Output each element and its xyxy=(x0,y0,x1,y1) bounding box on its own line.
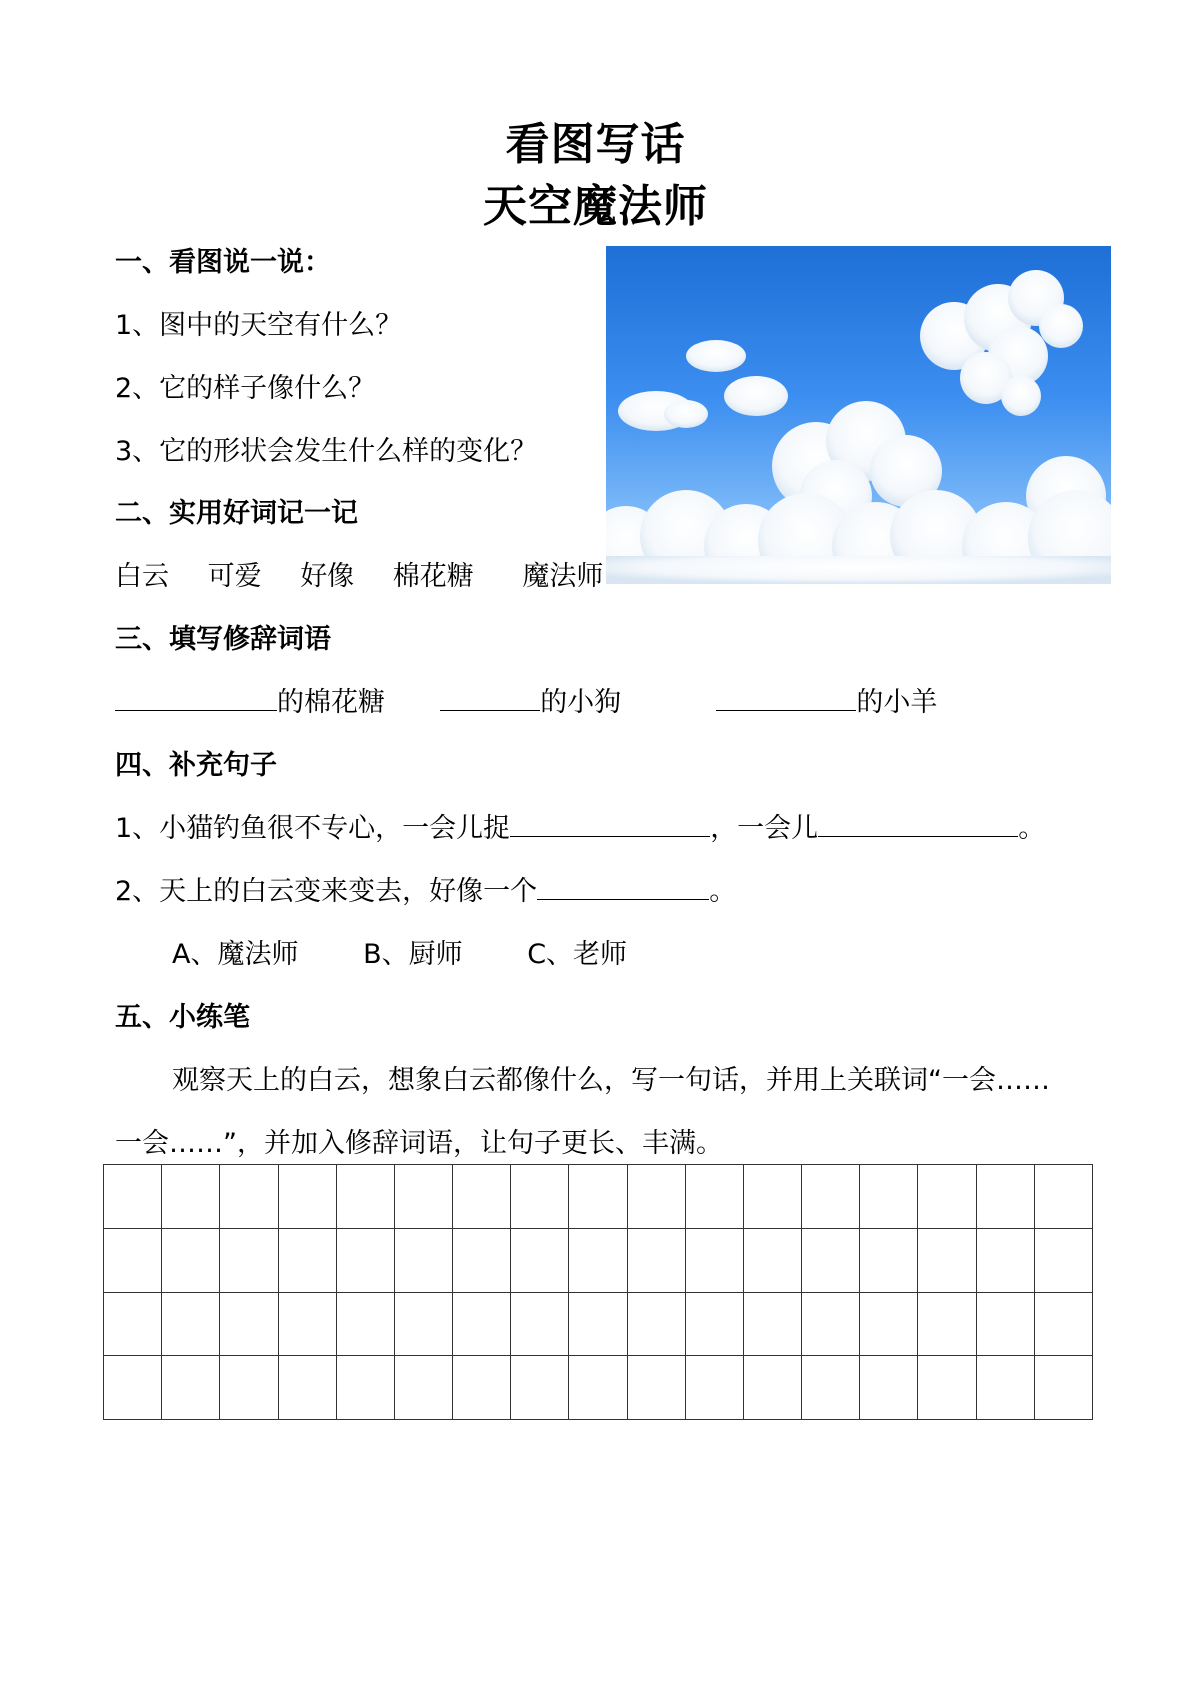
grid-cell[interactable] xyxy=(976,1292,1034,1356)
word-item: 魔法师 xyxy=(522,561,604,592)
grid-cell[interactable] xyxy=(278,1356,336,1420)
word-item: 可爱 xyxy=(207,561,262,592)
grid-cell[interactable] xyxy=(569,1292,627,1356)
option-b[interactable]: B、厨师 xyxy=(363,939,463,970)
grid-cell[interactable] xyxy=(394,1292,452,1356)
question-3: 3、它的形状会发生什么样的变化？ xyxy=(115,436,538,467)
answer-blank[interactable] xyxy=(115,684,277,711)
grid-cell[interactable] xyxy=(1034,1228,1092,1292)
grid-cell[interactable] xyxy=(336,1165,394,1229)
grid-cell[interactable] xyxy=(685,1165,743,1229)
sentence-1-part: ，一会儿 xyxy=(710,813,819,844)
section1-heading: 一、看图说一说： xyxy=(115,247,331,278)
answer-blank[interactable] xyxy=(716,684,856,711)
grid-cell[interactable] xyxy=(278,1228,336,1292)
grid-cell[interactable] xyxy=(1034,1165,1092,1229)
grid-cell[interactable] xyxy=(802,1356,860,1420)
grid-cell[interactable] xyxy=(1034,1292,1092,1356)
grid-cell[interactable] xyxy=(685,1292,743,1356)
grid-row xyxy=(104,1292,1093,1356)
section5-heading: 五、小练笔 xyxy=(115,1002,250,1033)
grid-cell[interactable] xyxy=(569,1356,627,1420)
grid-cell[interactable] xyxy=(569,1165,627,1229)
grid-cell[interactable] xyxy=(453,1292,511,1356)
grid-cell[interactable] xyxy=(453,1165,511,1229)
word-list xyxy=(115,554,633,593)
sentence-1-part: 1、小猫钓鱼很不专心，一会儿捉 xyxy=(115,813,511,844)
grid-cell[interactable] xyxy=(278,1165,336,1229)
grid-cell[interactable] xyxy=(569,1228,627,1292)
option-a[interactable]: A、魔法师 xyxy=(172,939,299,970)
grid-cell[interactable] xyxy=(104,1228,162,1292)
grid-cell[interactable] xyxy=(511,1165,569,1229)
grid-cell[interactable] xyxy=(627,1356,685,1420)
answer-blank[interactable] xyxy=(510,810,710,837)
practice-instruction-1: 观察天上的白云，想象白云都像什么，写一句话，并用上关联词“一会…… xyxy=(172,1065,1050,1096)
grid-row xyxy=(104,1356,1093,1420)
grid-cell[interactable] xyxy=(860,1228,918,1292)
grid-cell[interactable] xyxy=(976,1356,1034,1420)
grid-cell[interactable] xyxy=(743,1356,801,1420)
grid-cell[interactable] xyxy=(743,1292,801,1356)
grid-cell[interactable] xyxy=(220,1228,278,1292)
grid-cell[interactable] xyxy=(162,1165,220,1229)
question-2: 2、它的样子像什么？ xyxy=(115,373,376,404)
grid-cell[interactable] xyxy=(627,1228,685,1292)
grid-cell[interactable] xyxy=(918,1228,976,1292)
section4-heading: 四、补充句子 xyxy=(115,750,277,781)
section2-heading: 二、实用好词记一记 xyxy=(115,498,358,529)
grid-cell[interactable] xyxy=(918,1165,976,1229)
grid-cell[interactable] xyxy=(104,1165,162,1229)
grid-cell[interactable] xyxy=(685,1356,743,1420)
heart-cloud-icon xyxy=(920,270,1083,416)
choice-options xyxy=(172,932,683,971)
grid-cell[interactable] xyxy=(394,1356,452,1420)
sky-cloud-photo xyxy=(606,246,1111,584)
grid-cell[interactable] xyxy=(220,1292,278,1356)
option-c[interactable]: C、老师 xyxy=(527,939,628,970)
grid-cell[interactable] xyxy=(162,1292,220,1356)
grid-cell[interactable] xyxy=(627,1292,685,1356)
grid-cell[interactable] xyxy=(220,1356,278,1420)
grid-cell[interactable] xyxy=(860,1165,918,1229)
grid-cell[interactable] xyxy=(802,1292,860,1356)
grid-cell[interactable] xyxy=(1034,1356,1092,1420)
answer-blank[interactable] xyxy=(440,684,540,711)
fill-item: 的棉花糖 xyxy=(277,687,385,718)
grid-cell[interactable] xyxy=(511,1228,569,1292)
sentence-2 xyxy=(115,869,736,908)
grid-cell[interactable] xyxy=(511,1292,569,1356)
question-1: 1、图中的天空有什么？ xyxy=(115,310,403,341)
grid-cell[interactable] xyxy=(918,1356,976,1420)
word-item: 好像 xyxy=(300,561,355,592)
grid-cell[interactable] xyxy=(511,1356,569,1420)
grid-cell[interactable] xyxy=(278,1292,336,1356)
grid-cell[interactable] xyxy=(104,1356,162,1420)
grid-cell[interactable] xyxy=(104,1292,162,1356)
sentence-2-part: 。 xyxy=(709,876,737,907)
grid-row xyxy=(104,1228,1093,1292)
answer-blank[interactable] xyxy=(537,873,709,900)
grid-cell[interactable] xyxy=(860,1356,918,1420)
grid-cell[interactable] xyxy=(453,1356,511,1420)
fill-item: 的小狗 xyxy=(540,687,622,718)
grid-cell[interactable] xyxy=(336,1292,394,1356)
sentence-2-part: 2、天上的白云变来变去，好像一个 xyxy=(115,876,538,907)
grid-cell[interactable] xyxy=(220,1165,278,1229)
word-item: 棉花糖 xyxy=(392,561,474,592)
grid-cell[interactable] xyxy=(802,1228,860,1292)
grid-cell[interactable] xyxy=(394,1165,452,1229)
section3-heading: 三、填写修辞词语 xyxy=(115,624,331,655)
grid-cell[interactable] xyxy=(336,1228,394,1292)
grid-cell[interactable] xyxy=(394,1228,452,1292)
word-item: 白云 xyxy=(115,561,169,592)
rhetoric-fill-row xyxy=(115,680,937,719)
sentence-1-part: 。 xyxy=(1018,813,1046,844)
grid-cell[interactable] xyxy=(162,1356,220,1420)
grid-cell[interactable] xyxy=(918,1292,976,1356)
grid-cell[interactable] xyxy=(627,1165,685,1229)
grid-cell[interactable] xyxy=(802,1165,860,1229)
answer-blank[interactable] xyxy=(818,810,1018,837)
grid-cell[interactable] xyxy=(162,1228,220,1292)
fill-item: 的小羊 xyxy=(856,687,938,718)
grid-cell[interactable] xyxy=(976,1165,1034,1229)
grid-cell[interactable] xyxy=(860,1292,918,1356)
page-title: 看图写话 xyxy=(505,119,686,170)
sentence-1 xyxy=(115,806,1045,845)
grid-cell[interactable] xyxy=(976,1228,1034,1292)
writing-grid[interactable] xyxy=(103,1164,1093,1420)
page-subtitle: 天空魔法师 xyxy=(483,181,708,232)
grid-cell[interactable] xyxy=(685,1228,743,1292)
grid-cell[interactable] xyxy=(743,1165,801,1229)
practice-instruction-2: 一会……”，并加入修辞词语，让句子更长、丰满。 xyxy=(115,1128,723,1159)
grid-cell[interactable] xyxy=(336,1356,394,1420)
grid-cell[interactable] xyxy=(453,1228,511,1292)
grid-cell[interactable] xyxy=(743,1228,801,1292)
grid-row xyxy=(104,1165,1093,1229)
